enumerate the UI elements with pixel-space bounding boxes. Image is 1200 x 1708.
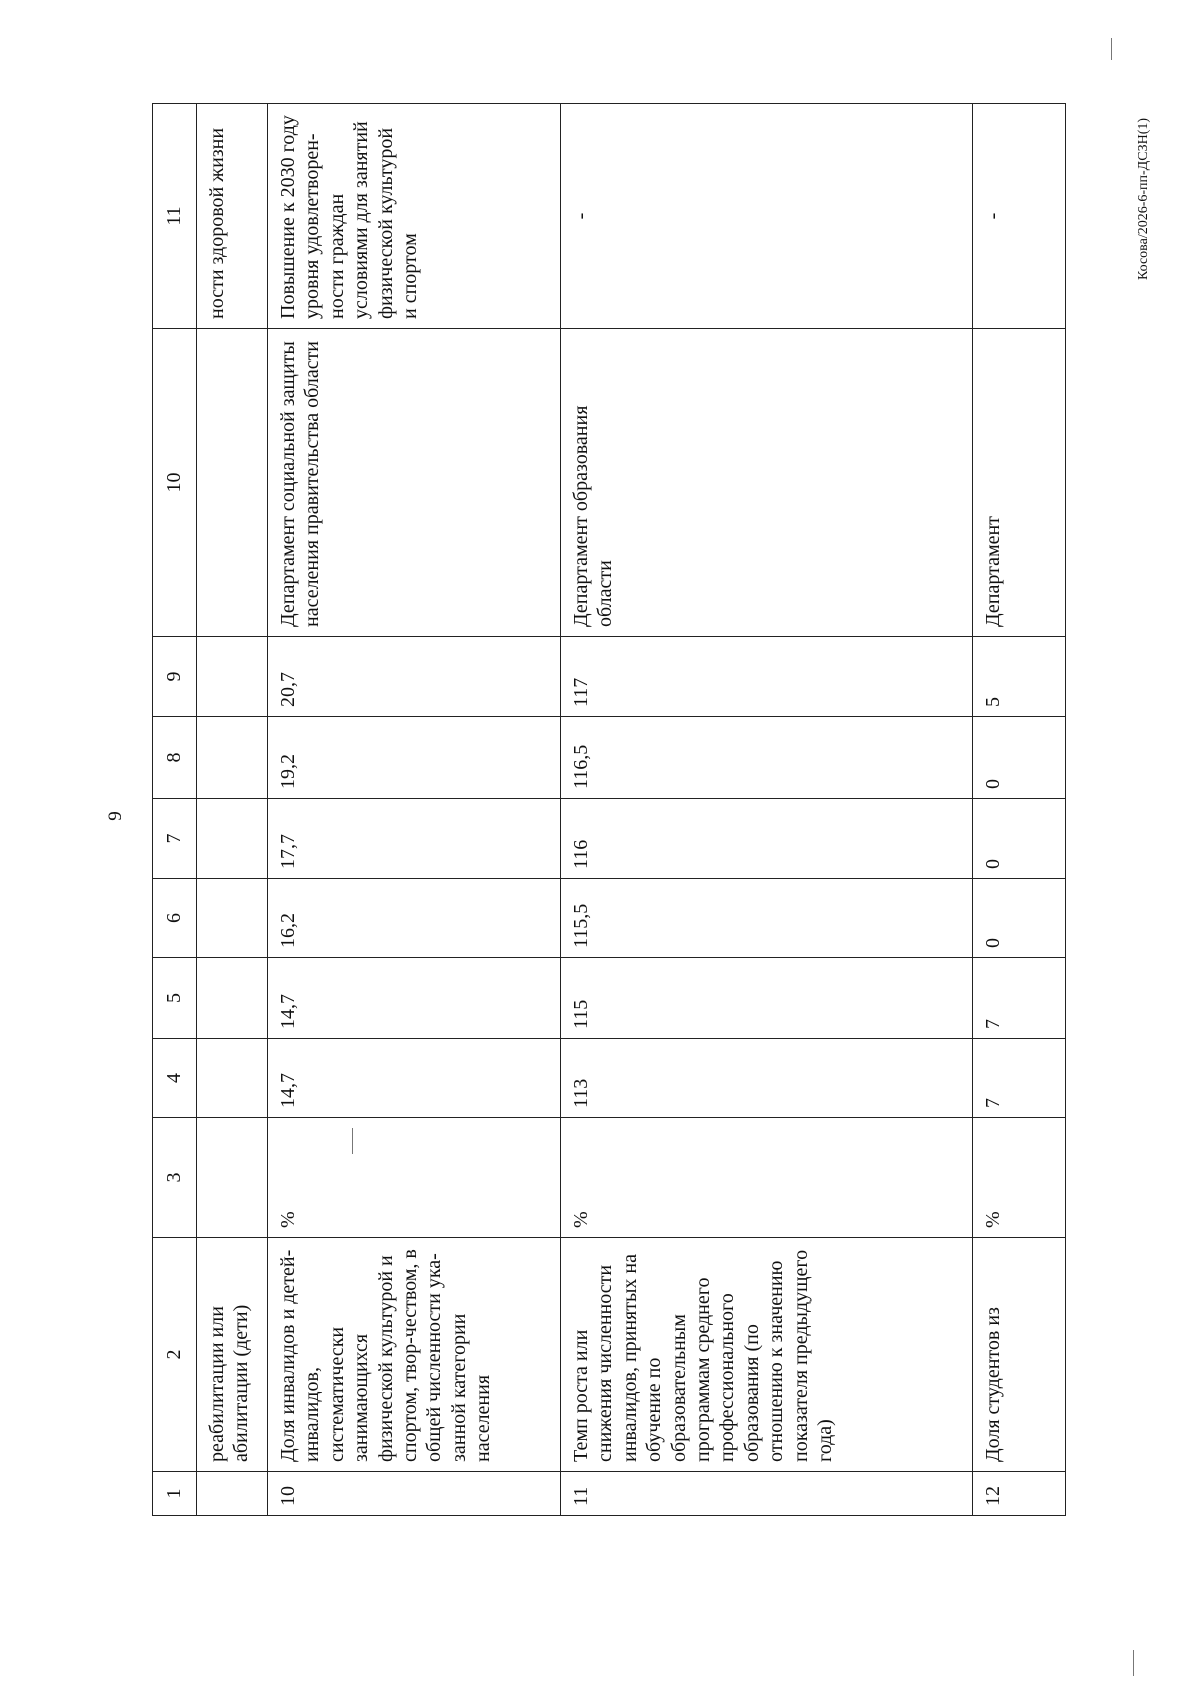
value-col7: [197, 799, 268, 879]
column-header: 7: [153, 799, 197, 879]
column-header: 9: [153, 637, 197, 717]
value-col7: 0: [973, 799, 1066, 879]
indicators-table: [152, 103, 1066, 1516]
value-col8: [197, 717, 268, 799]
responsible-department: Департамент социальной защиты населения правительства области: [268, 329, 561, 637]
column-header: 2: [153, 1238, 197, 1472]
value-col5: 7: [973, 958, 1066, 1039]
unit: %: [973, 1118, 1066, 1238]
value-col6: 0: [973, 879, 1066, 958]
indicator-name: реабилитации или абилитации (дети): [197, 1238, 268, 1472]
table-row: [268, 104, 561, 1516]
value-col6: [197, 879, 268, 958]
expected-result: Повышение к 2030 году уровня удовлетворен-ности граждан условиями для занятий физической культурой и спортом: [268, 104, 561, 329]
document-footer-text: Косова/2026-6-пп-ДСЗН(1): [1136, 117, 1152, 281]
column-header: 6: [153, 879, 197, 958]
value-col6: 16,2: [268, 879, 561, 958]
responsible-department: [197, 329, 268, 637]
column-header: 1: [153, 1472, 197, 1516]
scan-mark: [1111, 38, 1112, 60]
value-col8: 116,5: [561, 717, 973, 799]
column-header: 8: [153, 717, 197, 799]
value-col5: [197, 958, 268, 1039]
indicator-name: Доля студентов из: [973, 1238, 1066, 1472]
indicators-table-wrapper: [152, 104, 1065, 1516]
value-col5: 14,7: [268, 958, 561, 1039]
row-number: 11: [561, 1472, 973, 1516]
column-header: 5: [153, 958, 197, 1039]
expected-result: ности здоровой жизни: [197, 104, 268, 329]
table-header-row: [153, 104, 197, 1516]
value-col7: 116: [561, 799, 973, 879]
expected-result: -: [973, 104, 1066, 329]
value-col6: 115,5: [561, 879, 973, 958]
responsible-department: Департамент: [973, 329, 1066, 637]
value-col9: 5: [973, 637, 1066, 717]
column-header: 4: [153, 1039, 197, 1118]
column-header: 10: [153, 329, 197, 637]
row-number: 10: [268, 1472, 561, 1516]
indicator-name: Доля инвалидов и детей-инвалидов, систематически занимающихся физической культурой и спортом, твор-чеством, в общей численности ука-занной категории населения: [268, 1238, 561, 1472]
value-col4: 14,7: [268, 1039, 561, 1118]
table-row: [973, 104, 1066, 1516]
column-header: 3: [153, 1118, 197, 1238]
value-col4: [197, 1039, 268, 1118]
value-col9: 117: [561, 637, 973, 717]
row-number: 12: [973, 1472, 1066, 1516]
page-number: 9: [105, 811, 126, 821]
value-col9: 20,7: [268, 637, 561, 717]
value-col8: 0: [973, 717, 1066, 799]
document-footer: [1131, 84, 1157, 314]
value-col5: 115: [561, 958, 973, 1039]
scan-mark: [1133, 1650, 1134, 1676]
value-col7: 17,7: [268, 799, 561, 879]
unit: %: [561, 1118, 973, 1238]
indicator-name: Темп роста или снижения численности инвалидов, принятых на обучение по образовательным программам среднего профессионального образования (по отношению к значению показателя предыдущего года): [561, 1238, 973, 1472]
unit: %: [268, 1118, 561, 1238]
expected-result: -: [561, 104, 973, 329]
value-col4: 7: [973, 1039, 1066, 1118]
unit: [197, 1118, 268, 1238]
responsible-department: Департамент образования области: [561, 329, 973, 637]
value-col8: 19,2: [268, 717, 561, 799]
row-number: [197, 1472, 268, 1516]
column-header: 11: [153, 104, 197, 329]
table-row: [197, 104, 268, 1516]
value-col9: [197, 637, 268, 717]
table-row: [561, 104, 973, 1516]
value-col4: 113: [561, 1039, 973, 1118]
